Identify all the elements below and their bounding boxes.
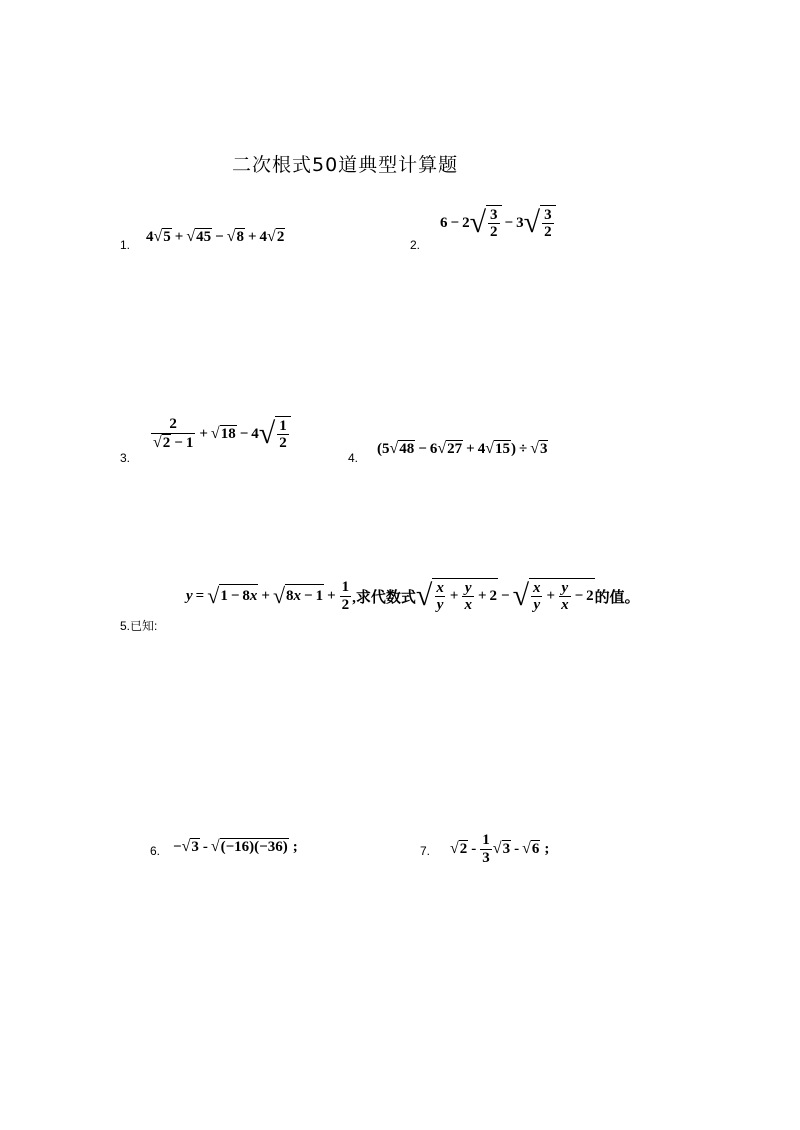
problem-5-expression: y = √ 1 − 8 x + √ 8 x − 1 + $\frac{1}{2}$ ,求代数式 √ $\frac{x}{y}$ + $\frac{y}{x}$ + 2 − √ $\frac{x}{y}$ + $\frac{y}{x}$ − 2 的值。 bbox=[186, 579, 640, 613]
problem-6-number: 6. bbox=[150, 844, 161, 858]
problem-2-expression: 6 − 2 √ $\frac{3}{2}$ − 3 √ $\frac{3}{2}$ bbox=[440, 205, 556, 241]
problem-1-number: 1. bbox=[120, 238, 131, 252]
problem-4-expression: (5 √ 48 − 6 √ 27 + 4 √ 15 ) ÷ √ 3 bbox=[377, 440, 548, 457]
problem-3-number: 3. bbox=[120, 451, 131, 465]
problem-7-expression: √ 2 - $\frac{1}{3}$ √ 3 - √ 6 ; bbox=[450, 832, 550, 866]
problem-2-number: 2. bbox=[410, 238, 421, 252]
problem-1-expression: 4 √ 5 + √ 45 − √ 8 + 4 √ 2 bbox=[146, 228, 285, 245]
problem-4-number: 4. bbox=[348, 451, 359, 465]
problem-5-end-text: 的值。 bbox=[594, 589, 640, 606]
problem-5-number: 5.已知: bbox=[120, 619, 158, 633]
problem-3-expression: 2 √ 2 − 1 + √ 18 − 4 √ $\frac{1}{2}$ bbox=[150, 416, 291, 452]
problem-5-ask-text: ,求代数式 bbox=[352, 589, 416, 606]
problem-7-number: 7. bbox=[420, 844, 431, 858]
problem-6-expression: − √ 3 - √ (−16)(−36) ; bbox=[173, 838, 298, 855]
problem-5-label: 已知: bbox=[130, 619, 158, 633]
page-title: 二次根式50道典型计算题 bbox=[232, 154, 459, 176]
